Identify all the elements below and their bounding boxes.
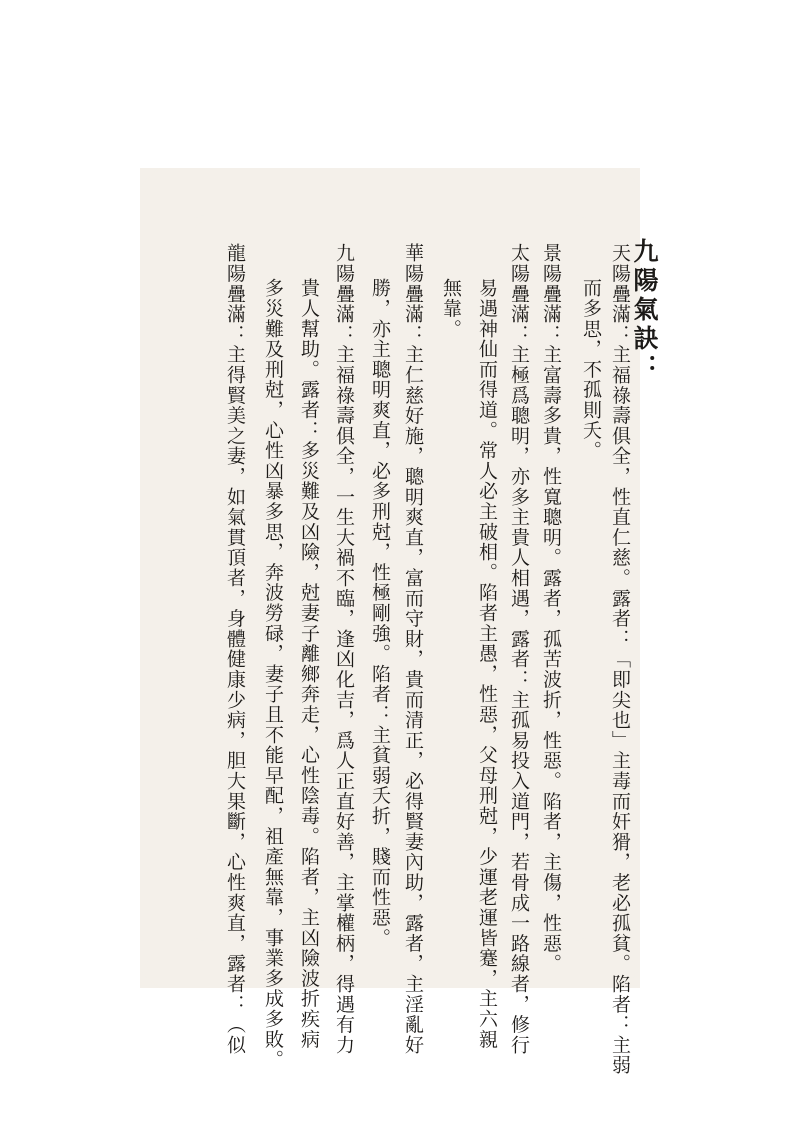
text-line-5: 易遇神仙而得道。常人必主破相。陷者主愚，性惡，父母刑尅，少運老運皆蹇，主六親 bbox=[476, 278, 498, 1050]
text-line-4: 太陽疊滿：主極爲聰明，亦多主貴人相遇，露者：主孤易投入道門，若骨成一路線者，修行 bbox=[508, 243, 530, 1055]
text-line-9: 九陽疊滿：主福祿壽俱全，一生大禍不臨，逢凶化吉，爲人正直好善，主掌權柄，得遇有力 bbox=[333, 243, 355, 1055]
text-line-8: 勝，亦主聰明爽直，必多刑尅，性極剛強。陷者：主貧弱夭折，賤而性惡。 bbox=[369, 278, 391, 948]
text-line-12: 龍陽疊滿：主得賢美之妻，如氣貫頂者，身體健康少病，胆大果斷，心性爽直，露者：（似 bbox=[224, 243, 246, 1055]
section-title: 九陽氣訣： bbox=[630, 238, 659, 383]
text-line-3: 景陽疊滿：主富壽多貴，性寬聰明。露者，孤苦波折，性惡。陷者，主傷，性惡。 bbox=[540, 243, 562, 974]
text-line-2: 而多思，不孤則夭。 bbox=[580, 278, 602, 461]
text-line-6: 無靠。 bbox=[440, 278, 462, 339]
text-line-1: 天陽疊滿：主福祿壽俱全，性直仁慈。露者：「即尖也」主毒而奸猾，老必孤貧。陷者：主弱 bbox=[609, 243, 631, 1076]
text-line-10: 貴人幫助。露者：多災難及凶險，尅妻子離鄉奔走，心性陰毒。陷者，主凶險波折疾病 bbox=[298, 278, 320, 1050]
text-line-7: 華陽疊滿：主仁慈好施，聰明爽直，富而守財，貴而清正，必得賢妻內助，露者，主淫亂好 bbox=[402, 243, 424, 1055]
text-line-11: 多災難及刑尅，心性凶暴多思，奔波勞碌，妻子且不能早配，祖產無靠，事業多成多敗。 bbox=[262, 278, 284, 1070]
